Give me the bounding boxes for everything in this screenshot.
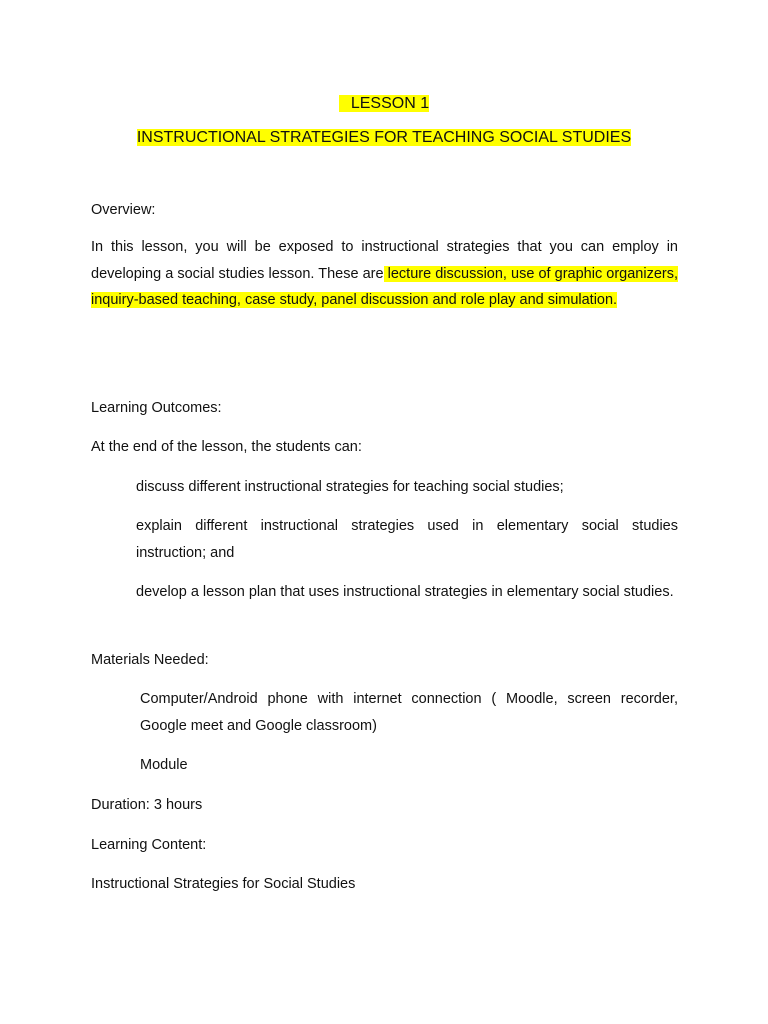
learning-content-heading: Instructional Strategies for Social Studies	[91, 876, 356, 892]
overview-text-plain: In this lesson, you will be exposed to instructional strategies that you can employ in developing a social studies lesson. These are	[91, 239, 678, 282]
overview-paragraph	[91, 234, 678, 314]
learning-outcome-item: discuss different instructional strategies for teaching social studies;	[136, 479, 564, 495]
duration-line	[91, 792, 678, 819]
lesson-number	[0, 93, 768, 115]
material-item: Computer/Android phone with internet connection ( Moodle, screen recorder, Google meet and Google classroom)	[140, 691, 678, 734]
learning-outcome-item: explain different instructional strategies used in elementary social studies instruction; and	[136, 518, 678, 561]
lesson-title	[0, 127, 768, 149]
duration-label: Duration:	[91, 797, 150, 813]
materials-label: Materials Needed:	[91, 652, 209, 668]
duration-value: 3 hours	[149, 797, 203, 813]
material-item: Module	[140, 757, 188, 773]
learning-content-label: Learning Content:	[91, 837, 207, 853]
lesson-number-text: LESSON 1	[339, 95, 429, 112]
overview-label: Overview:	[91, 202, 156, 218]
learning-outcomes-intro: At the end of the lesson, the students can:	[91, 439, 362, 455]
learning-outcome-item: develop a lesson plan that uses instructional strategies in elementary social studies.	[136, 584, 674, 600]
learning-outcomes-label: Learning Outcomes:	[91, 400, 222, 416]
overview-text-highlight: lecture discussion, use of graphic organizers, inquiry-based teaching, case study, panel discussion and role play and simulation.	[91, 265, 678, 309]
lesson-title-text: INSTRUCTIONAL STRATEGIES FOR TEACHING SOCIAL STUDIES	[136, 129, 632, 146]
